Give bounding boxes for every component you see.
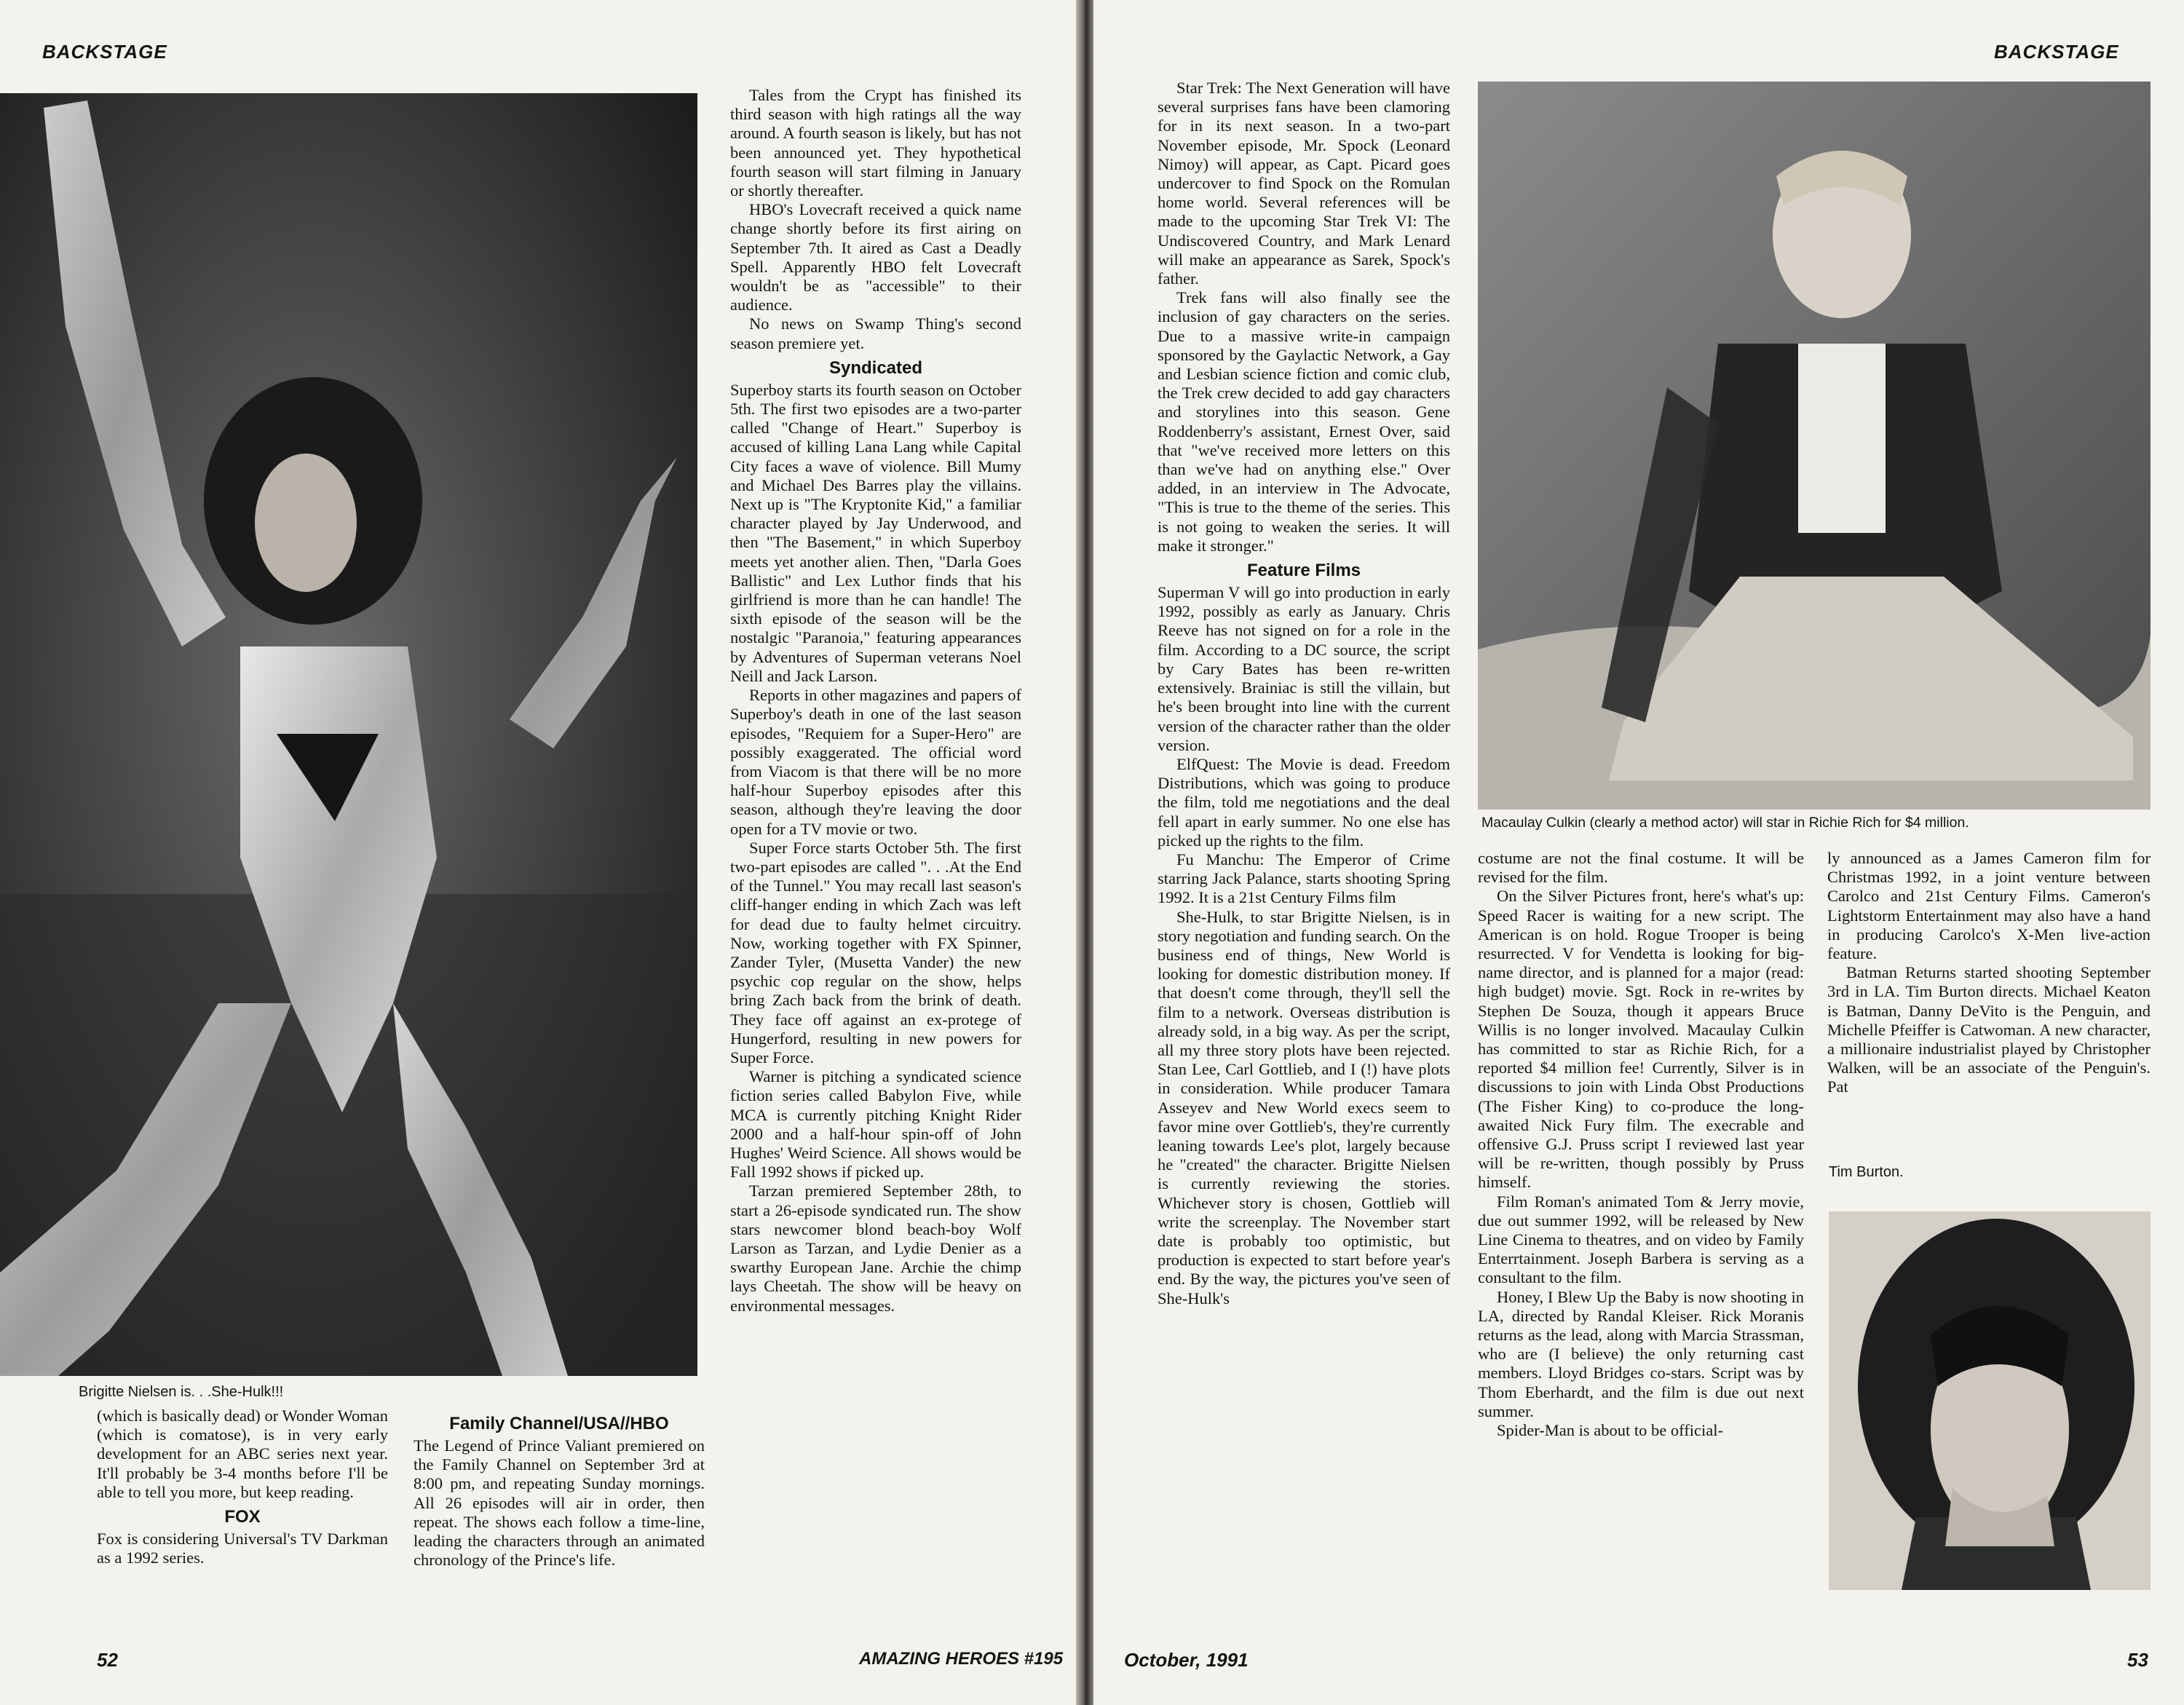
paragraph: Warner is pitching a syndicated science fiction series called Babylon Five, while MCA is currently pitching Knight Rider 2000 and a half-hour spin-off of John Hughes' Weird Science. All shows would be Fall 1992 shows if picked up. [730, 1067, 1021, 1182]
paragraph: costume are not the final costume. It will be revised for the film. [1478, 849, 1804, 887]
magazine-footer: AMAZING HEROES #195 [859, 1649, 1064, 1669]
paragraph: Honey, I Blew Up the Baby is now shooting in LA, directed by Randal Kleiser. Rick Moranis returns as the lead, along with Marcia Strassman, who are (I believe) the only returning cast members. Lloyd Bridges co-stars. Script was by Thom Eberhardt, and the film is due out next summer. [1478, 1287, 1804, 1420]
left-page [0, 0, 1076, 1705]
paragraph: Reports in other magazines and papers of Superboy's death in one of the last season episodes, "Requiem for a Super-Hero" are possibly exaggerated. The official word from Viacom is that there will be no more half-hour Superboy episodes after this season, although they're leaving the door open for a TV movie or two. [730, 686, 1021, 838]
paragraph: Star Trek: The Next Generation will have several surprises fans have been clamoring for in its next season. In a two-part November episode, Mr. Spock (Leonard Nimoy) will appear, as Capt. Picard goes undercover to find Spock on the Romulan home world. Several references will be made to the upcoming Star Trek VI: The Undiscovered Country, and Mark Lenard will make an appearance as Sarek, Spock's father. [1158, 79, 1450, 288]
paragraph: Tales from the Crypt has finished its third season with high ratings all the way around. A fourth season is likely, but has not been announced yet. They hypothetical fourth season will start filming in January or shortly thereafter. [730, 86, 1021, 200]
paragraph: ElfQuest: The Movie is dead. Freedom Distributions, which was going to produce the film, told me negotiations and the deal fell apart in early summer. No one else has picked up the rights to the film. [1158, 754, 1450, 850]
culkin-photo [1478, 82, 2151, 810]
column-d [1158, 79, 1450, 1308]
section-heading-family-channel: Family Channel/USA//HBO [449, 1414, 669, 1433]
culkin-caption: Macaulay Culkin (clearly a method actor) will star in Richie Rich for $4 million. [1481, 815, 1969, 831]
column-a [97, 1407, 388, 1567]
page-number-left: 52 [97, 1649, 118, 1671]
she-hulk-photo [0, 93, 697, 1376]
paragraph: The Legend of Prince Valiant premiered on the Family Channel on September 3rd at 8:00 pm, and repeating Sunday mornings. All 26 episodes will air in order, then repeat. The shows each follow a time-line, leading the characters through an animated chronology of the Prince's life. [414, 1436, 705, 1570]
paragraph: (which is basically dead) or Wonder Woman (which is comatose), is in very early development for an ABC series next year. It'll probably be 3-4 months before I'll be able to tell you more, but keep reading. [97, 1407, 388, 1501]
page-gutter [1076, 0, 1093, 1705]
paragraph: On the Silver Pictures front, here's what's up: Speed Racer is waiting for a new script. The American is on hold. Rogue Trooper is being resurrected. V for Vendetta is looking for big-name director, and is planned for a major (read: high budget) movie. Sgt. Rock in re-writes by Stephen De Souza, though it appears Bruce Willis is no longer involved. Macaulay Culkin has committed to star as Richie Rich, for a reported $4 million fee! Currently, Silver is in discussions to join with Linda Obst Productions (The Fisher King) to co-produce the long-awaited Nick Fury film. The execrable and offensive G.J. Pruss script I reviewed last year will be re-written, though possibly by Pruss himself. [1478, 887, 1804, 1192]
column-c [730, 86, 1021, 1316]
paragraph: Superman V will go into production in early 1992, possibly as early as January. Chris Reeve has not signed on for a role in the film. According to a DC source, the script by Cary Bates has been re-written extensively. Brainiac is still the villain, but he's been brought into line with the current version of the character rather than the older version. [1158, 583, 1450, 754]
column-e [1478, 849, 1804, 1440]
paragraph: Super Force starts October 5th. The first two-part episodes are called ". . .At the End of the Tunnel." You may recall last season's cliff-hanger ending in which Zach was left for dead due to faulty helmet circuitry. Now, working together with FX Spinner, Zander Tyler, (Musetta Vander) the new psychic cop regular on the show, helps bring Zach back from the brink of death. They face off against an ex-protege of Hungerford, resulting in new powers for Super Force. [730, 838, 1021, 1067]
paragraph: Fox is considering Universal's TV Darkman as a 1992 series. [97, 1530, 388, 1567]
running-head-right: BACKSTAGE [1994, 41, 2119, 63]
paragraph: Tarzan premiered September 28th, to start a 26-episode syndicated run. The show stars newcomer blond beach-boy Wolf Larson as Tarzan, and Lydie Denier as a swarthy European Jane. Archie the chimp lays Cheetah. The show will be heavy on environmental messages. [730, 1182, 1021, 1315]
section-heading-feature-films: Feature Films [1246, 561, 1361, 581]
issue-date: October, 1991 [1124, 1649, 1249, 1671]
paragraph: Film Roman's animated Tom & Jerry movie, due out summer 1992, will be released by New Line Cinema to theatres, and on video by Family Enterrtainment. Joseph Barbera is serving as a consultant to the film. [1478, 1192, 1804, 1287]
column-b [414, 1409, 705, 1570]
paragraph: No news on Swamp Thing's second season premiere yet. [730, 315, 1021, 352]
paragraph: Spider-Man is about to be official- [1497, 1421, 1723, 1440]
section-heading-syndicated: Syndicated [828, 357, 923, 378]
right-page [1093, 0, 2184, 1705]
paragraph: She-Hulk, to star Brigitte Nielsen, is in story negotiation and funding search. On the business end of things, New World is looking for domestic distribution money. If that doesn't come through, they'll sell the film to a network. Overseas distribution is already sold, in a big way. As per the script, all my three story plots have been rejected. Stan Lee, Carl Gottlieb, and I (!) have plots in consideration. While producer Tamara Asseyev and New World execs seem to favor mine over Gottlieb's, they're currently leaning towards Lee's plot, largely because he "created" the character. Brigitte Nielsen is currently reviewing the stories. Whichever story is chosen, Gottlieb will write the screenplay. The November start date is probably too optimistic, but production is expected to start before year's end. By the way, the pictures you've seen of She-Hulk's [1158, 907, 1450, 1308]
paragraph: Superboy starts its fourth season on October 5th. The first two episodes are a two-parter called "Change of Heart." Superboy is accused of killing Lana Lang while Capital City faces a wave of violence. Bill Mumy and Michael Des Barres play the villains. Next up is "The Kryptonite Kid," a familiar character played by Jay Underwood, and then "The Basement," in which Superboy meets yet another alien. Then, "Darla Goes Ballistic" and Lex Luthor finds that his girlfriend is more than he can handle! The sixth episode of the season will be the nostalgic "Paranoia," featuring appearances by Adventures of Superman veterans Noel Neill and Jack Larson. [730, 380, 1021, 685]
paragraph: Batman Returns started shooting September 3rd in LA. Tim Burton directs. Michael Keaton is Batman, Danny DeVito is the Penguin, and Michelle Pfeiffer is Catwoman. A new character, a millionaire industrialist played by Christopher Walken, will be an associate of the Penguin's. Pat [1827, 963, 2151, 1096]
paragraph: ly announced as a James Cameron film for Christmas 1992, in a joint venture between Carolco and 21st Century Films. Cameron's Lightstorm Entertainment may also have a hand in producing Carolco's X-Men live-action feature. [1827, 849, 2151, 963]
section-heading-fox: FOX [224, 1507, 261, 1527]
paragraph: Fu Manchu: The Emperor of Crime starring Jack Palance, starts shooting Spring 1992. It is a 21st Century Films film [1158, 850, 1450, 907]
column-f [1827, 849, 2151, 1097]
burton-caption: Tim Burton. [1829, 1164, 1904, 1180]
paragraph: Trek fans will also finally see the inclusion of gay characters on the series. Due to a massive write-in campaign sponsored by the Gaylactic Network, a Gay and Lesbian science fiction and comic club, the Trek crew decided to add gay characters and storylines into this season. Gene Roddenberry's assistant, Ernest Over, said that "we've received more letters on this than we've had on anything else." Over added, in an interview in The Advocate, "This is true to the theme of the series. This is not going to weaken the series. It will make it stronger." [1158, 288, 1450, 555]
burton-photo [1829, 1211, 2151, 1590]
running-head-left: BACKSTAGE [42, 41, 167, 63]
paragraph: HBO's Lovecraft received a quick name change shortly before its first airing on September 7th. It aired as Cast a Deadly Spell. Apparently HBO felt Lovecraft wouldn't be as "accessible" to their audience. [730, 200, 1021, 315]
she-hulk-caption: Brigitte Nielsen is. . .She-Hulk!!! [79, 1384, 284, 1400]
page-number-right: 53 [2127, 1649, 2148, 1671]
